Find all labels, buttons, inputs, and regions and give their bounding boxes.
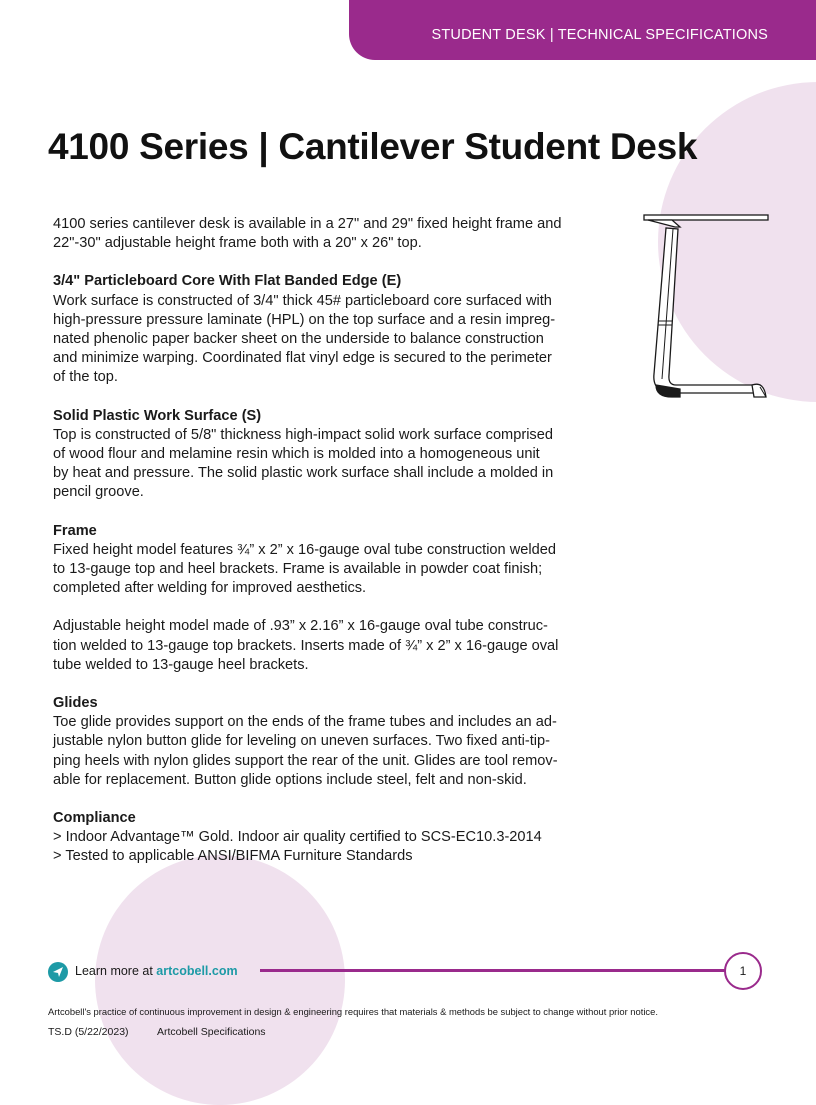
document-code: TS.D (5/22/2023) bbox=[48, 1026, 129, 1038]
text-line: Fixed height model features ¾” x 2” x 16-gauge oval tube construction welded bbox=[53, 541, 556, 558]
learn-more-label: Learn more at bbox=[75, 964, 157, 978]
footer-learn-more bbox=[75, 964, 238, 978]
text-line: justable nylon button glide for leveling on uneven surfaces. Two fixed anti-tip- bbox=[53, 733, 551, 750]
spec-content bbox=[53, 215, 605, 886]
footer-divider bbox=[260, 969, 726, 972]
specifications-label: Artcobell Specifications bbox=[157, 1026, 266, 1038]
text-line: > Indoor Advantage™ Gold. Indoor air quality certified to SCS-EC10.3-2014 bbox=[53, 829, 542, 846]
text-line: to 13-gauge top and heel brackets. Frame is available in powder coat finish; bbox=[53, 561, 543, 578]
text-line: Adjustable height model made of .93” x 2.16” x 16-gauge oval tube construc- bbox=[53, 618, 548, 635]
section-particleboard bbox=[53, 272, 605, 387]
section-heading: Solid Plastic Work Surface (S) bbox=[53, 407, 262, 424]
section-heading: Frame bbox=[53, 522, 97, 539]
header-title: STUDENT DESK | TECHNICAL SPECIFICATIONS bbox=[431, 27, 768, 43]
text-line: ping heels with nylon glides support the rear of the unit. Glides are tool remov- bbox=[53, 752, 558, 769]
page-number: 1 bbox=[724, 952, 762, 990]
text-line: by heat and pressure. The solid plastic work surface shall include a molded in bbox=[53, 465, 554, 482]
text-line: and minimize warping. Coordinated flat vinyl edge is secured to the perimeter bbox=[53, 350, 552, 367]
text-line: completed after welding for improved aesthetics. bbox=[53, 580, 367, 597]
header-bar bbox=[349, 0, 816, 60]
text-line: 22"-30" adjustable height frame both with a 20" x 26" top. bbox=[53, 235, 422, 252]
cantilever-desk-illustration bbox=[642, 209, 772, 404]
section-glides bbox=[53, 694, 605, 790]
page-title: 4100 Series | Cantilever Student Desk bbox=[48, 126, 698, 167]
text-line: Top is constructed of 5/8" thickness high-impact solid work surface comprised bbox=[53, 426, 553, 443]
text-line: 4100 series cantilever desk is available in a 27" and 29" fixed height frame and bbox=[53, 216, 562, 232]
section-heading: Glides bbox=[53, 695, 98, 712]
text-line: tion welded to 13-gauge top brackets. Inserts made of ¾” x 2” x 16-gauge oval bbox=[53, 637, 559, 654]
section-heading: Compliance bbox=[53, 810, 136, 827]
text-line: > Tested to applicable ANSI/BIFMA Furniture Standards bbox=[53, 848, 413, 865]
text-line: able for replacement. Button glide options include steel, felt and non-skid. bbox=[53, 771, 527, 788]
section-solid-plastic bbox=[53, 407, 605, 503]
decorative-circle-bottom bbox=[95, 855, 345, 1105]
section-heading: 3/4" Particleboard Core With Flat Banded Edge (E) bbox=[53, 273, 402, 290]
website-link[interactable]: artcobell.com bbox=[156, 964, 238, 978]
text-line: nated phenolic paper backer sheet on the underside to balance construction bbox=[53, 331, 544, 348]
location-arrow-icon bbox=[48, 962, 68, 982]
intro-paragraph bbox=[53, 215, 605, 253]
section-frame bbox=[53, 522, 605, 599]
section-frame-adjustable bbox=[53, 617, 605, 675]
section-compliance bbox=[53, 809, 605, 867]
text-line: of the top. bbox=[53, 369, 118, 386]
text-line: of wood flour and melamine resin which is molded into a homogeneous unit bbox=[53, 446, 540, 463]
text-line: high-pressure pressure laminate (HPL) on the top surface and a resin impreg- bbox=[53, 311, 556, 328]
text-line: Toe glide provides support on the ends of the frame tubes and includes an ad- bbox=[53, 714, 557, 731]
text-line: tube welded to 13-gauge heel brackets. bbox=[53, 656, 309, 673]
disclaimer-text: Artcobell's practice of continuous improvement in design & engineering requires that materials & methods be subject to change without prior notice. bbox=[48, 1006, 658, 1017]
text-line: Work surface is constructed of 3/4" thick 45# particleboard core surfaced with bbox=[53, 292, 552, 309]
text-line: pencil groove. bbox=[53, 484, 144, 501]
